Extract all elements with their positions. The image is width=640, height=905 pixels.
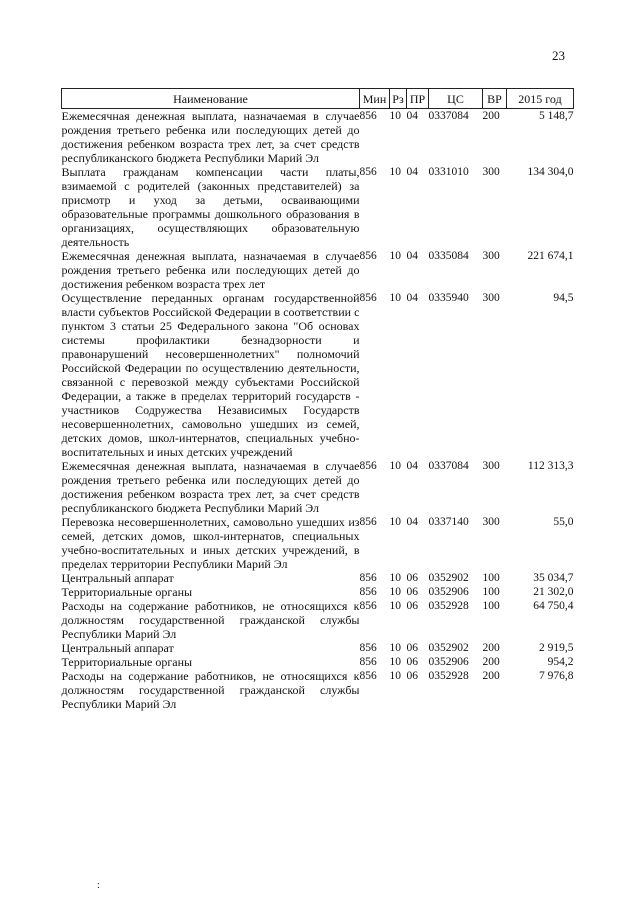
table-row (62, 655, 574, 669)
column-header-rz: Рз (390, 89, 407, 109)
cell-rz: 10 (389, 516, 401, 528)
cell-vr: 100 (482, 586, 500, 598)
column-header-cs: ЦС (429, 89, 483, 109)
cell-vr: 300 (482, 292, 500, 304)
cell-amount: 954,2 (547, 656, 574, 668)
cell-min: 856 (359, 600, 377, 612)
cell-cs: 0335940 (428, 292, 469, 304)
cell-pr: 04 (406, 166, 418, 178)
cell-name: Расходы на содержание работников, не относящихся к должностям государственной гражданской службы Республики Марий Эл (61, 599, 360, 641)
cell-amount: 7 976,8 (539, 670, 574, 682)
cell-amount: 5 148,7 (539, 110, 574, 122)
table-row (62, 459, 574, 515)
cell-cs: 0337140 (428, 516, 469, 528)
cell-cs: 0352902 (428, 642, 469, 654)
cell-min: 856 (359, 166, 377, 178)
budget-table (61, 88, 574, 711)
cell-name: Перевозка несовершеннолетних, самовольно ушедших из семей, детских домов, школ-интернатов, специальных учебно-воспитательных и иных детских учреждений, в пределах территории Республики Марий Эл (61, 515, 360, 571)
cell-name: Центральный аппарат (61, 571, 174, 585)
table-row (62, 669, 574, 711)
table-row (62, 291, 574, 459)
cell-amount: 112 313,3 (527, 460, 574, 472)
table-row (62, 165, 574, 249)
cell-name: Расходы на содержание работников, не относящихся к должностям государственной гражданской службы Республики Марий Эл (61, 669, 360, 711)
cell-amount: 94,5 (553, 292, 574, 304)
cell-vr: 200 (482, 110, 500, 122)
cell-cs: 0352902 (428, 572, 469, 584)
cell-amount: 55,0 (553, 516, 574, 528)
cell-cs: 0352928 (428, 600, 469, 612)
cell-rz: 10 (389, 600, 401, 612)
cell-cs: 0335084 (428, 250, 469, 262)
cell-pr: 06 (406, 670, 418, 682)
cell-vr: 300 (482, 250, 500, 262)
cell-name: Ежемесячная денежная выплата, назначаемая в случае рождения третьего ребенка или последующих детей до достижения ребенком возраста трех лет (61, 249, 360, 291)
table-body (62, 109, 574, 712)
cell-vr: 100 (482, 600, 500, 612)
cell-name: Ежемесячная денежная выплата, назначаемая в случае рождения третьего ребенка или последующих детей до достижения ребенком возраста трех лет, за счет средств республиканского бюджета Республики Марий Эл (61, 459, 360, 515)
table-row (62, 599, 574, 641)
page-number: 23 (552, 48, 565, 63)
cell-amount: 2 919,5 (539, 642, 574, 654)
cell-rz: 10 (389, 110, 401, 122)
cell-min: 856 (359, 642, 377, 654)
cell-vr: 200 (482, 670, 500, 682)
cell-name: Выплата гражданам компенсации части платы, взимаемой с родителей (законных представителей) за присмотр и уход за детьми, осваивающими образовательные программы дошкольного образования в организациях, осуществляющих образовательную деятельность (61, 165, 360, 249)
column-header-name: Наименование (62, 89, 360, 109)
cell-pr: 06 (406, 642, 418, 654)
footer-mark: : (97, 880, 100, 891)
cell-vr: 200 (482, 642, 500, 654)
cell-min: 856 (359, 292, 377, 304)
cell-rz: 10 (389, 670, 401, 682)
cell-name: Территориальные органы (61, 655, 193, 669)
cell-rz: 10 (389, 642, 401, 654)
cell-vr: 100 (482, 572, 500, 584)
cell-pr: 06 (406, 586, 418, 598)
cell-min: 856 (359, 516, 377, 528)
column-header-vr: ВР (483, 89, 507, 109)
cell-cs: 0352906 (428, 586, 469, 598)
cell-pr: 04 (406, 516, 418, 528)
cell-min: 856 (359, 586, 377, 598)
cell-min: 856 (359, 656, 377, 668)
cell-vr: 300 (482, 460, 500, 472)
cell-rz: 10 (389, 460, 401, 472)
column-header-min: Мин (360, 89, 390, 109)
cell-min: 856 (359, 250, 377, 262)
cell-cs: 0352906 (428, 656, 469, 668)
cell-pr: 04 (406, 292, 418, 304)
cell-cs: 0337084 (428, 460, 469, 472)
cell-vr: 300 (482, 166, 500, 178)
column-header-year: 2015 год (507, 89, 574, 109)
table-row (62, 249, 574, 291)
cell-rz: 10 (389, 250, 401, 262)
cell-pr: 06 (406, 572, 418, 584)
column-header-pr: ПР (407, 89, 429, 109)
cell-amount: 221 674,1 (527, 250, 574, 262)
cell-rz: 10 (389, 292, 401, 304)
cell-vr: 200 (482, 656, 500, 668)
cell-pr: 06 (406, 600, 418, 612)
cell-min: 856 (359, 460, 377, 472)
cell-amount: 64 750,4 (533, 600, 574, 612)
cell-cs: 0331010 (428, 166, 469, 178)
cell-amount: 134 304,0 (527, 166, 574, 178)
table-row (62, 641, 574, 655)
table-row (62, 515, 574, 571)
cell-rz: 10 (389, 572, 401, 584)
table-row (62, 571, 574, 585)
cell-pr: 04 (406, 250, 418, 262)
cell-amount: 21 302,0 (533, 586, 574, 598)
table-row (62, 109, 574, 166)
cell-name: Ежемесячная денежная выплата, назначаемая в случае рождения третьего ребенка или последующих детей до достижения ребенком возраста трех лет, за счет средств республиканского бюджета Республики Марий Эл (61, 109, 360, 165)
table-header-row (62, 89, 574, 109)
cell-pr: 04 (406, 460, 418, 472)
cell-name: Центральный аппарат (61, 641, 174, 655)
cell-name: Осуществление переданных органам государственной власти субъектов Российской Федерации в соответствии с пунктом 3 статьи 25 Федерального закона "Об основах системы профилактики безнадзорности и правонарушений несовершеннолетних" полномочий Российской Федерации по осуществлению деятельности, связанной с перевозкой между субъектами Российской Федерации, а также в пределах территорий государств - участников Содружества Независимых Государств несовершеннолетних, самовольно ушедших из семей, детских домов, школ-интернатов, специальных учебно-воспитательных и иных детских учреждений (61, 291, 360, 459)
cell-cs: 0337084 (428, 110, 469, 122)
cell-pr: 04 (406, 110, 418, 122)
cell-rz: 10 (389, 586, 401, 598)
cell-pr: 06 (406, 656, 418, 668)
cell-min: 856 (359, 110, 377, 122)
cell-cs: 0352928 (428, 670, 469, 682)
cell-min: 856 (359, 572, 377, 584)
cell-amount: 35 034,7 (533, 572, 574, 584)
cell-rz: 10 (389, 656, 401, 668)
cell-vr: 300 (482, 516, 500, 528)
cell-rz: 10 (389, 166, 401, 178)
cell-name: Территориальные органы (61, 585, 193, 599)
cell-min: 856 (359, 670, 377, 682)
table-row (62, 585, 574, 599)
